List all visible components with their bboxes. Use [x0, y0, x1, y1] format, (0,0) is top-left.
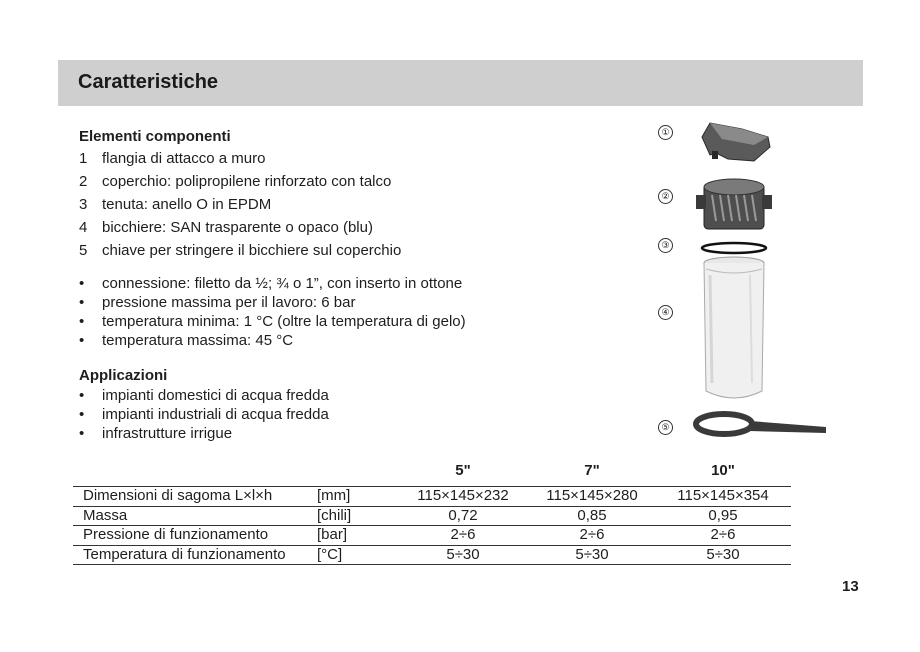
wall-bracket-icon	[702, 123, 770, 161]
filter-head-icon	[696, 179, 772, 229]
components-list	[79, 147, 639, 262]
table-header-cell	[317, 460, 397, 487]
bullet: •	[79, 406, 85, 423]
bullet: •	[79, 387, 85, 404]
page-number: 13	[842, 578, 859, 595]
item-number: 1	[79, 150, 88, 167]
callout-4: ④	[658, 305, 673, 320]
list-item	[79, 405, 639, 424]
table-cell: 2÷6	[529, 526, 655, 546]
table-cell: 2÷6	[655, 526, 791, 546]
item-text: tenuta: anello O in EPDM	[102, 196, 272, 213]
list-item	[79, 293, 639, 312]
table-header-cell: 10"	[711, 462, 735, 479]
list-item	[79, 170, 639, 193]
exploded-filter-diagram	[650, 115, 850, 445]
table-row	[73, 487, 791, 507]
table-header-cell: 7"	[584, 462, 600, 479]
item-text: temperatura massima: 45 °C	[102, 332, 294, 349]
item-number: 5	[79, 242, 88, 259]
list-item	[79, 274, 639, 293]
table-cell: 115×145×354	[655, 487, 791, 507]
o-ring-icon	[702, 243, 766, 253]
table-row	[73, 545, 791, 565]
callout-1: ①	[658, 125, 673, 140]
applications-heading: Applicazioni	[79, 367, 168, 384]
table-cell: Massa	[73, 506, 317, 526]
section-title: Caratteristiche	[78, 71, 219, 93]
bullet: •	[79, 425, 85, 442]
item-text: temperatura minima: 1 °C (oltre la temperatura di gelo)	[102, 313, 466, 330]
item-number: 3	[79, 196, 88, 213]
item-number: 2	[79, 173, 88, 190]
table-cell: 2÷6	[397, 526, 529, 546]
bullet: •	[79, 332, 85, 349]
section-header-bar	[58, 60, 863, 106]
spanner-wrench-icon	[696, 414, 826, 434]
item-text: connessione: filetto da ½; ¾ o 1”, con inserto in ottone	[102, 275, 463, 292]
callout-5: ⑤	[658, 420, 673, 435]
table-cell: 115×145×280	[529, 487, 655, 507]
table-header-row	[73, 460, 791, 487]
filter-parts-drawing	[650, 115, 850, 445]
callout-2: ②	[658, 189, 673, 204]
item-text: pressione massima per il lavoro: 6 bar	[102, 294, 356, 311]
table-cell: 5÷30	[529, 545, 655, 565]
table-cell: [°C]	[317, 545, 397, 565]
list-item	[79, 312, 639, 331]
table-row	[73, 526, 791, 546]
table-cell: [mm]	[317, 487, 397, 507]
list-item	[79, 386, 639, 405]
bullet: •	[79, 275, 85, 292]
item-text: infrastrutture irrigue	[102, 425, 233, 442]
callout-3: ③	[658, 238, 673, 253]
table-cell: [bar]	[317, 526, 397, 546]
description-column	[79, 127, 639, 443]
item-text: impianti domestici di acqua fredda	[102, 387, 329, 404]
table-cell: 5÷30	[655, 545, 791, 565]
components-heading: Elementi componenti	[79, 128, 231, 145]
applications-section	[79, 366, 639, 443]
table-header-cell	[73, 460, 317, 487]
table-cell: 0,85	[529, 506, 655, 526]
list-item	[79, 424, 639, 443]
table-cell: Pressione di funzionamento	[73, 526, 317, 546]
list-item	[79, 216, 639, 239]
bullet: •	[79, 294, 85, 311]
table-row	[73, 506, 791, 526]
table-cell: 5÷30	[397, 545, 529, 565]
item-text: impianti industriali di acqua fredda	[102, 406, 329, 423]
list-item	[79, 147, 639, 170]
table-header-cell: 5"	[455, 462, 471, 479]
filter-bowl-icon	[704, 257, 764, 398]
table-cell: Temperatura di funzionamento	[73, 545, 317, 565]
item-text: chiave per stringere il bicchiere sul coperchio	[102, 242, 402, 259]
item-text: flangia di attacco a muro	[102, 150, 266, 167]
specifications-table	[73, 460, 791, 565]
item-text: bicchiere: SAN trasparente o opaco (blu)	[102, 219, 373, 236]
specs-list	[79, 274, 639, 350]
table-cell: 0,95	[655, 506, 791, 526]
list-item	[79, 239, 639, 262]
item-number: 4	[79, 219, 88, 236]
item-text: coperchio: polipropilene rinforzato con talco	[102, 173, 392, 190]
list-item	[79, 331, 639, 350]
table-cell: 115×145×232	[397, 487, 529, 507]
table-cell: 0,72	[397, 506, 529, 526]
bullet: •	[79, 313, 85, 330]
table-cell: Dimensioni di sagoma L×l×h	[73, 487, 317, 507]
applications-list	[79, 386, 639, 443]
table-cell: [chili]	[317, 506, 397, 526]
list-item	[79, 193, 639, 216]
